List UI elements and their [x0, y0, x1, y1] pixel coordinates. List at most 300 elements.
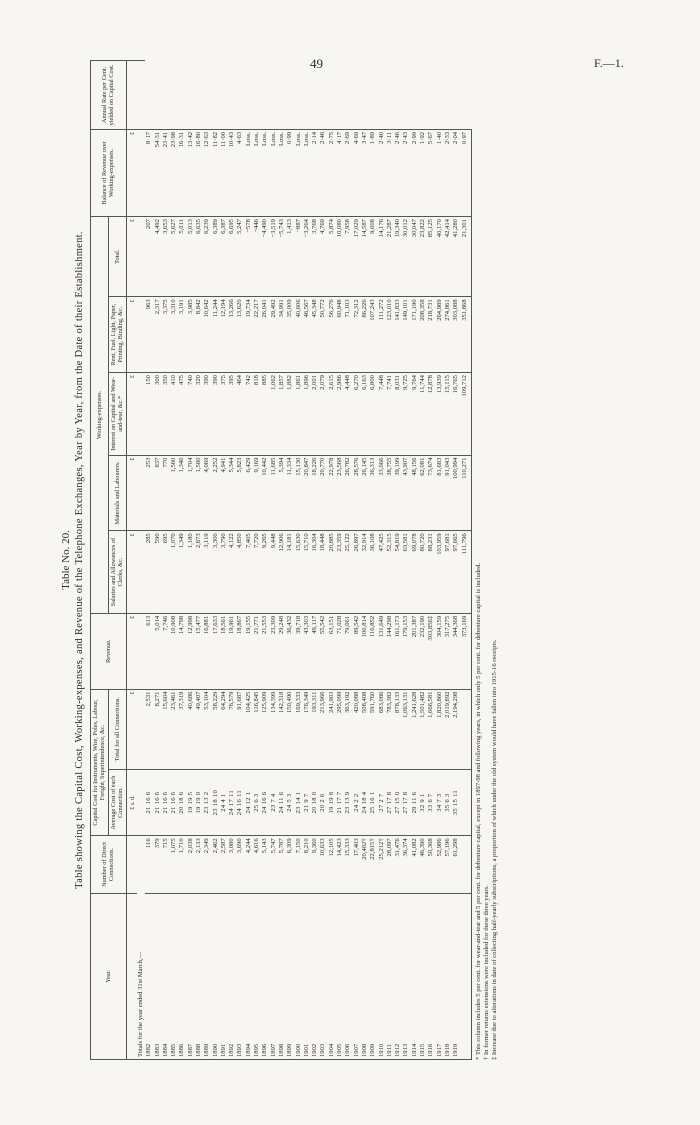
- year-cell: 1883: [154, 893, 162, 1059]
- year-cell: 1885: [170, 893, 178, 1059]
- value-cell: 5,747: [270, 836, 278, 893]
- value-cell: 9,725: [402, 373, 410, 456]
- value-cell: 69,078: [411, 531, 419, 614]
- value-cell: 6,429: [245, 455, 253, 531]
- value-cell: 6,695: [228, 217, 236, 297]
- value-cell: 27 15 0: [394, 769, 402, 836]
- value-cell: 24 16 6: [261, 769, 269, 836]
- value-cell: 46,390: [419, 836, 427, 893]
- value-cell: 24 2 2: [353, 769, 361, 836]
- value-cell: 20 2 6: [319, 769, 327, 836]
- value-cell: 2·33: [444, 129, 452, 216]
- value-cell: 295,099: [336, 689, 344, 769]
- value-cell: 2·43: [402, 129, 410, 216]
- value-cell: 23·41: [162, 129, 170, 216]
- value-cell: 58,229: [212, 689, 220, 769]
- value-cell: 23,568: [336, 455, 344, 531]
- value-cell: 15,333: [344, 836, 352, 893]
- value-cell: 52,315: [386, 531, 394, 614]
- year-cell: 1900: [295, 893, 303, 1059]
- value-cell: 61,298: [452, 836, 460, 893]
- value-cell: 26,145: [361, 455, 369, 531]
- value-cell: 88,231: [427, 531, 435, 614]
- year-cell: 1892: [228, 893, 236, 1059]
- value-cell: 8,210: [303, 836, 311, 893]
- table-row: [369, 61, 377, 1060]
- value-cell: 30,012: [402, 217, 410, 297]
- value-cell: 73,674: [427, 455, 435, 531]
- value-cell: 2,462: [212, 836, 220, 893]
- value-cell: −3,264: [303, 217, 311, 297]
- value-cell: 5,344: [228, 455, 236, 531]
- value-cell: 2·46: [319, 129, 327, 216]
- value-cell: 5,627: [170, 217, 178, 297]
- value-cell: 695: [162, 531, 170, 614]
- value-cell: 13,620: [236, 297, 244, 373]
- value-cell: 22,815†: [369, 836, 377, 893]
- value-cell: 49,117: [311, 613, 319, 689]
- value-cell: 24 16 11: [236, 769, 244, 836]
- value-cell: −887: [295, 217, 303, 297]
- value-cell: 6,309: [286, 836, 294, 893]
- value-cell: Loss.: [295, 129, 303, 216]
- value-cell: 2·99: [411, 129, 419, 216]
- table-row: [212, 61, 220, 1060]
- value-cell: 46,567: [303, 297, 311, 373]
- value-cell: 395: [228, 373, 236, 456]
- value-cell: −446: [253, 217, 261, 297]
- value-cell: 91,043: [444, 455, 452, 531]
- pound-unit: £: [126, 129, 137, 216]
- value-cell: 2,873: [195, 531, 203, 614]
- value-cell: 81,683: [436, 455, 444, 531]
- value-cell: 31,476: [394, 836, 402, 893]
- table-row: [319, 61, 327, 1060]
- rows-title: Totals for the year ended 31st March,—: [137, 836, 145, 1060]
- value-cell: 2·14: [311, 129, 319, 216]
- value-cell: 125,909: [261, 689, 269, 769]
- value-cell: 1,062: [270, 373, 278, 456]
- value-cell: 3,653: [162, 217, 170, 297]
- value-cell: 111,272: [378, 297, 386, 373]
- year-cell: 1909: [369, 893, 377, 1059]
- year-cell: 1893: [236, 893, 244, 1059]
- value-cell: 7,150: [295, 836, 303, 893]
- value-cell: 14,423: [336, 836, 344, 893]
- value-cell: 28,576: [353, 455, 361, 531]
- value-cell: 35 15 11: [452, 769, 460, 836]
- year-cell: 1889: [203, 893, 211, 1059]
- year-cell: 1906: [344, 893, 352, 1059]
- table-row: [245, 61, 253, 1060]
- value-cell: 10·43: [228, 129, 236, 216]
- value-cell: 23,309: [270, 613, 278, 689]
- value-cell: 8,271: [154, 689, 162, 769]
- value-cell: [461, 836, 472, 893]
- page-number: 49: [310, 56, 323, 71]
- value-cell: 783,382: [386, 689, 394, 769]
- value-cell: 3,080: [228, 836, 236, 893]
- value-cell: 0·97: [461, 129, 472, 216]
- value-cell: 3,310: [170, 297, 178, 373]
- value-cell: Loss.: [245, 129, 253, 216]
- value-cell: 39,199: [394, 455, 402, 531]
- value-cell: 30,047: [411, 217, 419, 297]
- value-cell: 50,772: [319, 297, 327, 373]
- year-cell: 1903: [319, 893, 327, 1059]
- value-cell: 63,151: [328, 613, 336, 689]
- value-cell: 9,764: [411, 373, 419, 456]
- value-cell: 141,833: [394, 297, 402, 373]
- value-cell: 390: [203, 373, 211, 456]
- table-row: [187, 61, 195, 1060]
- value-cell: 8,031: [394, 373, 402, 456]
- value-cell: 304,159: [436, 613, 444, 689]
- value-cell: 4,769: [319, 217, 327, 297]
- value-cell: 21 16 6: [145, 769, 153, 836]
- value-cell: 36,313: [369, 455, 377, 531]
- value-cell: 475: [178, 373, 186, 456]
- value-cell: 10,633: [319, 836, 327, 893]
- value-cell: 12·63: [203, 129, 211, 216]
- value-cell: 715: [162, 836, 170, 893]
- year-cell: 1896: [261, 893, 269, 1059]
- value-cell: 171,190: [411, 297, 419, 373]
- value-cell: 12,878: [427, 373, 435, 456]
- value-cell: 40,686: [187, 689, 195, 769]
- value-cell: 351,868: [461, 297, 472, 373]
- value-cell: 508,408: [361, 689, 369, 769]
- units-row: [126, 61, 137, 1060]
- pound-unit: £: [126, 373, 137, 456]
- value-cell: 16·80: [195, 129, 203, 216]
- value-cell: 2,194,298: [452, 689, 460, 769]
- value-cell: 11·82: [212, 129, 220, 216]
- value-cell: 5,874: [328, 217, 336, 297]
- value-cell: −578: [245, 217, 253, 297]
- table-row: [303, 61, 311, 1060]
- value-cell: 2,587: [220, 836, 228, 893]
- pound-unit: £: [126, 613, 137, 689]
- value-cell: 11,685: [270, 455, 278, 531]
- value-cell: 29,248: [278, 613, 286, 689]
- value-cell: 320: [195, 373, 203, 456]
- value-cell: 21 9 7: [303, 769, 311, 836]
- value-cell: 201,387: [411, 613, 419, 689]
- value-cell: 37,319: [178, 689, 186, 769]
- value-cell: 131,649: [378, 613, 386, 689]
- value-cell: 0·99: [286, 129, 294, 216]
- value-cell: 1,346: [178, 455, 186, 531]
- table-row: [311, 61, 319, 1060]
- value-cell: 10,442: [261, 455, 269, 531]
- value-cell: 176,349: [303, 689, 311, 769]
- table-row: [353, 61, 361, 1060]
- document-reference: F.—1.: [594, 56, 624, 70]
- value-cell: 24 17 11: [228, 769, 236, 836]
- value-cell: 23 14 1: [295, 769, 303, 836]
- value-cell: 4,616: [253, 836, 261, 893]
- year-cell: 1895: [253, 893, 261, 1059]
- value-cell: 2,317: [154, 297, 162, 373]
- value-cell: 25,212†: [378, 836, 386, 893]
- value-cell: 7,741: [386, 373, 394, 456]
- value-cell: 62,081: [419, 455, 427, 531]
- value-cell: 1,501,482: [419, 689, 427, 769]
- value-cell: 33 6 7: [427, 769, 435, 836]
- value-cell: 21,301: [461, 217, 472, 297]
- value-cell: 22,978: [328, 455, 336, 531]
- value-cell: 2,038: [187, 836, 195, 893]
- value-cell: 1,241,628: [411, 689, 419, 769]
- value-cell: 20,402†: [361, 836, 369, 893]
- value-cell: 27 17 8: [386, 769, 394, 836]
- value-cell: 218,731: [427, 297, 435, 373]
- value-cell: 41,082: [411, 836, 419, 893]
- value-cell: 19 19 8: [328, 769, 336, 836]
- table-row: [170, 61, 178, 1060]
- value-cell: 213,966: [319, 689, 327, 769]
- value-cell: 17,029: [353, 217, 361, 297]
- table-row: [328, 61, 336, 1060]
- value-cell: 28,097: [386, 836, 394, 893]
- value-cell: 57,196: [444, 836, 452, 893]
- table-row: [278, 61, 286, 1060]
- value-cell: 110,271: [461, 455, 472, 531]
- value-cell: 24 5 3: [286, 769, 294, 836]
- materials-header: Materials and Labourers.: [108, 455, 126, 531]
- value-cell: 15,604: [162, 689, 170, 769]
- lsd-unit: £ s. d.: [126, 769, 137, 836]
- year-cell: 1898: [278, 893, 286, 1059]
- value-cell: [461, 689, 472, 769]
- value-cell: −3,519: [270, 217, 278, 297]
- value-cell: 16,304: [311, 531, 319, 614]
- value-cell: 54·31: [154, 129, 162, 216]
- value-cell: 1,820,860: [436, 689, 444, 769]
- value-cell: 4,244: [245, 836, 253, 893]
- value-cell: 142,318: [278, 689, 286, 769]
- value-cell: 20 18 6: [178, 769, 186, 836]
- value-cell: 5,143: [261, 836, 269, 893]
- value-cell: 35,009: [286, 297, 294, 373]
- value-cell: 19,961: [228, 613, 236, 689]
- value-cell: 7,958: [344, 217, 352, 297]
- value-cell: 23·98: [170, 129, 178, 216]
- value-cell: 2,001: [311, 373, 319, 456]
- value-cell: 14,181: [286, 531, 294, 614]
- value-cell: 7,448: [378, 373, 386, 456]
- value-cell: 79,061: [344, 613, 352, 689]
- value-cell: 770: [162, 455, 170, 531]
- value-cell: 613: [145, 613, 153, 689]
- interest-header: Interest on Capital and Wear-and-tear, &c.*: [108, 373, 126, 456]
- value-cell: 123,010: [386, 297, 394, 373]
- pound-unit: £: [126, 297, 137, 373]
- table-row: [162, 61, 170, 1060]
- value-cell: 818: [253, 373, 261, 456]
- value-cell: 144,298: [386, 613, 394, 689]
- value-cell: 161,173: [394, 613, 402, 689]
- value-cell: 4·69: [353, 129, 361, 216]
- year-cell: 1914: [411, 893, 419, 1059]
- value-cell: [461, 769, 472, 836]
- value-cell: 13,939: [436, 373, 444, 456]
- value-cell: 2,349: [203, 836, 211, 893]
- year-cell: 1908: [361, 893, 369, 1059]
- value-cell: 253: [145, 455, 153, 531]
- value-cell: 47,425: [378, 531, 386, 614]
- value-cell: 54,819: [394, 531, 402, 614]
- avg-cost-header: Average Cost of each Connection.: [108, 769, 126, 836]
- value-cell: 6,389: [212, 217, 220, 297]
- footnotes: [475, 60, 500, 1060]
- value-cell: 16,765: [452, 373, 460, 456]
- value-cell: 3,790: [220, 531, 228, 614]
- working-expenses-header: Working-expenses.: [91, 217, 109, 614]
- pound-unit: £: [126, 531, 137, 614]
- year-cell: 1887: [187, 893, 195, 1059]
- value-cell: 18,867: [236, 613, 244, 689]
- value-cell: 38,755: [386, 455, 394, 531]
- value-cell: 34 7 3: [436, 769, 444, 836]
- value-cell: 36,108: [369, 531, 377, 614]
- value-cell: 8,842: [195, 297, 203, 373]
- value-cell: 12,194: [220, 297, 228, 373]
- value-cell: 60,948: [336, 297, 344, 373]
- value-cell: 4,941: [220, 455, 228, 531]
- value-cell: 56,276: [328, 297, 336, 373]
- footnote: † In former returns extensions were included for these three years.: [483, 885, 490, 1060]
- value-cell: 15,630: [295, 531, 303, 614]
- value-cell: 5,247: [236, 217, 244, 297]
- value-cell: 80,720: [419, 531, 427, 614]
- value-cell: 1,349: [178, 531, 186, 614]
- rotated-table-block: [60, 60, 660, 1060]
- table-row: [203, 61, 211, 1060]
- table-row: [461, 61, 472, 1060]
- value-cell: 193,311: [311, 689, 319, 769]
- value-cell: 3,985: [187, 297, 195, 373]
- value-cell: 40,606: [295, 297, 303, 373]
- value-cell: Loss.: [261, 129, 269, 216]
- value-cell: 33,066: [378, 455, 386, 531]
- value-cell: 285: [145, 531, 153, 614]
- footnote: * This column includes 5 per cent. for wear-and-tear and 5 per cent. for debenture capital, except in 1897-98 and following years, in which only 5 per cent. for debenture capital is included.: [474, 562, 482, 1060]
- value-cell: 63,581: [402, 531, 410, 614]
- pound-unit: £: [126, 689, 137, 769]
- value-cell: Loss.: [303, 129, 311, 216]
- table-row: [436, 61, 444, 1060]
- value-cell: 317,275: [444, 613, 452, 689]
- value-cell: 42,414: [444, 217, 452, 297]
- value-cell: 878,133: [394, 689, 402, 769]
- value-cell: 6,635: [195, 217, 203, 297]
- pound-unit: £: [126, 455, 137, 531]
- connections-header: Number of Direct Connections.: [91, 836, 127, 893]
- value-cell: 5,787: [278, 836, 286, 893]
- table-row: [178, 61, 186, 1060]
- value-cell: 23 7 4: [270, 769, 278, 836]
- value-cell: 6,239: [203, 217, 211, 297]
- value-cell: 3,191: [178, 297, 186, 373]
- year-cell: 1894: [245, 893, 253, 1059]
- year-cell: 1902: [311, 893, 319, 1059]
- value-cell: 8·17: [145, 129, 153, 216]
- value-cell: 15,130: [295, 455, 303, 531]
- value-cell: 963: [145, 297, 153, 373]
- value-cell: 14,798: [178, 613, 186, 689]
- value-cell: 208,358: [419, 297, 427, 373]
- value-cell: 3,768: [311, 217, 319, 297]
- year-cell: 1888: [195, 893, 203, 1059]
- value-cell: 7,746: [162, 613, 170, 689]
- value-cell: 19,155: [245, 613, 253, 689]
- value-cell: 2·75: [328, 129, 336, 216]
- value-cell: 23,822: [419, 217, 427, 297]
- table-number: Table No. 20.: [60, 530, 72, 590]
- value-cell: 3,690: [236, 836, 244, 893]
- value-cell: 18,448: [319, 531, 327, 614]
- value-cell: 740: [187, 373, 195, 456]
- value-cell: 11·00: [220, 129, 228, 216]
- value-cell: 1,666,581: [427, 689, 435, 769]
- year-cell: 1905: [336, 893, 344, 1059]
- value-cell: 379: [154, 836, 162, 893]
- value-cell: 116: [145, 836, 153, 893]
- value-cell: 35 6 3: [444, 769, 452, 836]
- value-cell: 2·04: [452, 129, 460, 216]
- value-cell: 207: [145, 217, 153, 297]
- value-cell: 344,368: [452, 613, 460, 689]
- rent-header: Rent, Fuel, Light, Paper, Printing, Binding, &c.: [108, 297, 126, 373]
- value-cell: 232,190: [419, 613, 427, 689]
- value-cell: 13·42: [187, 129, 195, 216]
- value-cell: 10,642: [203, 297, 211, 373]
- year-cell: 1918: [444, 893, 452, 1059]
- value-cell: 1,710: [178, 836, 186, 893]
- footnote: ‡ Increase due to alterations in date of collecting half-yearly subscriptions, a proportion of which under the old system would have fallen into 1915-16 receipts.: [491, 639, 499, 1060]
- value-cell: 4·17: [336, 129, 344, 216]
- value-cell: 363,192: [344, 689, 352, 769]
- value-cell: 6,800: [369, 373, 377, 456]
- value-cell: −4,490: [261, 217, 269, 297]
- value-cell: 4,850: [236, 531, 244, 614]
- value-cell: 1,560: [170, 455, 178, 531]
- value-cell: 2,019,892: [444, 689, 452, 769]
- value-cell: 11,334: [286, 455, 294, 531]
- value-cell: 49,407: [195, 689, 203, 769]
- value-cell: 15,115: [444, 373, 452, 456]
- value-cell: 5,394: [278, 455, 286, 531]
- table-row: [336, 61, 344, 1060]
- year-cell: 1890: [212, 893, 220, 1059]
- value-cell: 1,063,131: [402, 689, 410, 769]
- revenue-header: Revenue.: [91, 613, 127, 689]
- value-cell: 25 16 1: [369, 769, 377, 836]
- capital-cost-header: Capital Cost for Instruments, Wire, Poles, Labour, Freight, Superintendence, &c.: [91, 689, 109, 836]
- pound-unit: £: [126, 217, 137, 297]
- value-cell: 53,104: [203, 689, 211, 769]
- value-cell: 36,374: [402, 836, 410, 893]
- value-cell: 3,119: [203, 531, 211, 614]
- balance-header: Balance of Revenue over Working-expenses.: [91, 129, 127, 216]
- value-cell: 1·89: [369, 129, 377, 216]
- table-row: [195, 61, 203, 1060]
- table-row: [236, 61, 244, 1060]
- value-cell: 23 13 9: [344, 769, 352, 836]
- value-cell: 24 11 6: [278, 769, 286, 836]
